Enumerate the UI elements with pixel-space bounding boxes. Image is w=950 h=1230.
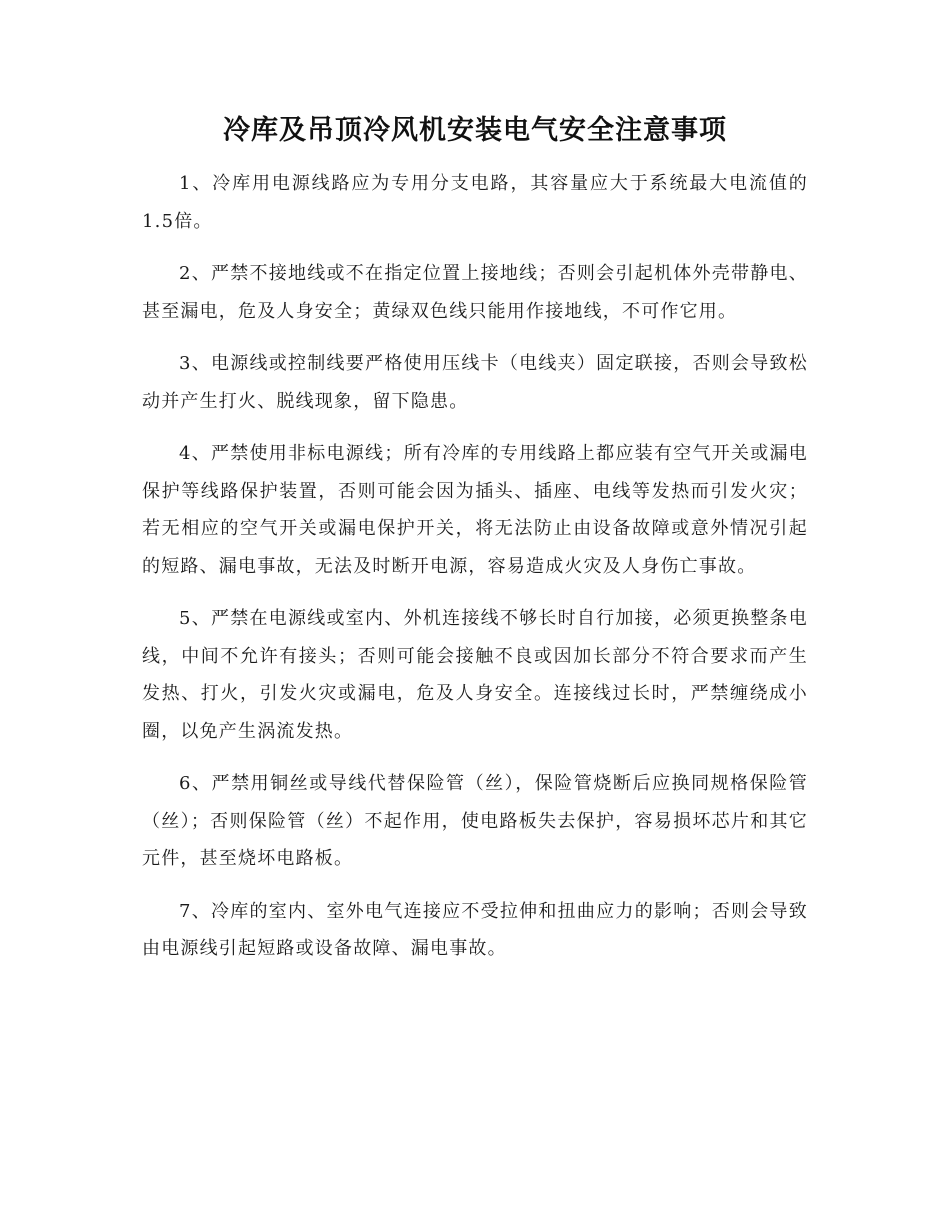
paragraph-5: 5、严禁在电源线或室内、外机连接线不够长时自行加接，必须更换整条电线，中间不允许有接头；否则可能会接触不良或因加长部分不符合要求而产生发热、打火，引发火灾或漏电，危及人身安全。连接线过长时，严禁缠绕成小圈，以免产生涡流发热。 [142, 608, 808, 742]
document-title: 冷库及吊顶冷风机安装电气安全注意事项 [223, 115, 727, 146]
paragraph-6: 6、严禁用铜丝或导线代替保险管（丝），保险管烧断后应换同规格保险管（丝）；否则保险管（丝）不起作用，使电路板失去保护，容易损坏芯片和其它元件，甚至烧坏电路板。 [142, 773, 808, 869]
paragraph-7: 7、冷库的室内、室外电气连接应不受拉伸和扭曲应力的影响；否则会导致由电源线引起短路或设备故障、漏电事故。 [142, 900, 808, 959]
document-body [142, 165, 808, 983]
paragraph-2: 2、严禁不接地线或不在指定位置上接地线；否则会引起机体外壳带静电、甚至漏电，危及人身安全；黄绿双色线只能用作接地线，不可作它用。 [142, 263, 808, 322]
paragraph-1: 1、冷库用电源线路应为专用分支电路，其容量应大于系统最大电流值的1.5倍。 [142, 173, 808, 232]
paragraph-3: 3、电源线或控制线要严格使用压线卡（电线夹）固定联接，否则会导致松动并产生打火、脱线现象，留下隐患。 [142, 353, 808, 412]
paragraph-4: 4、严禁使用非标电源线；所有冷库的专用线路上都应装有空气开关或漏电保护等线路保护装置，否则可能会因为插头、插座、电线等发热而引发火灾；若无相应的空气开关或漏电保护开关，将无法防止由设备故障或意外情况引起的短路、漏电事故，无法及时断开电源，容易造成火灾及人身伤亡事故。 [142, 443, 808, 577]
